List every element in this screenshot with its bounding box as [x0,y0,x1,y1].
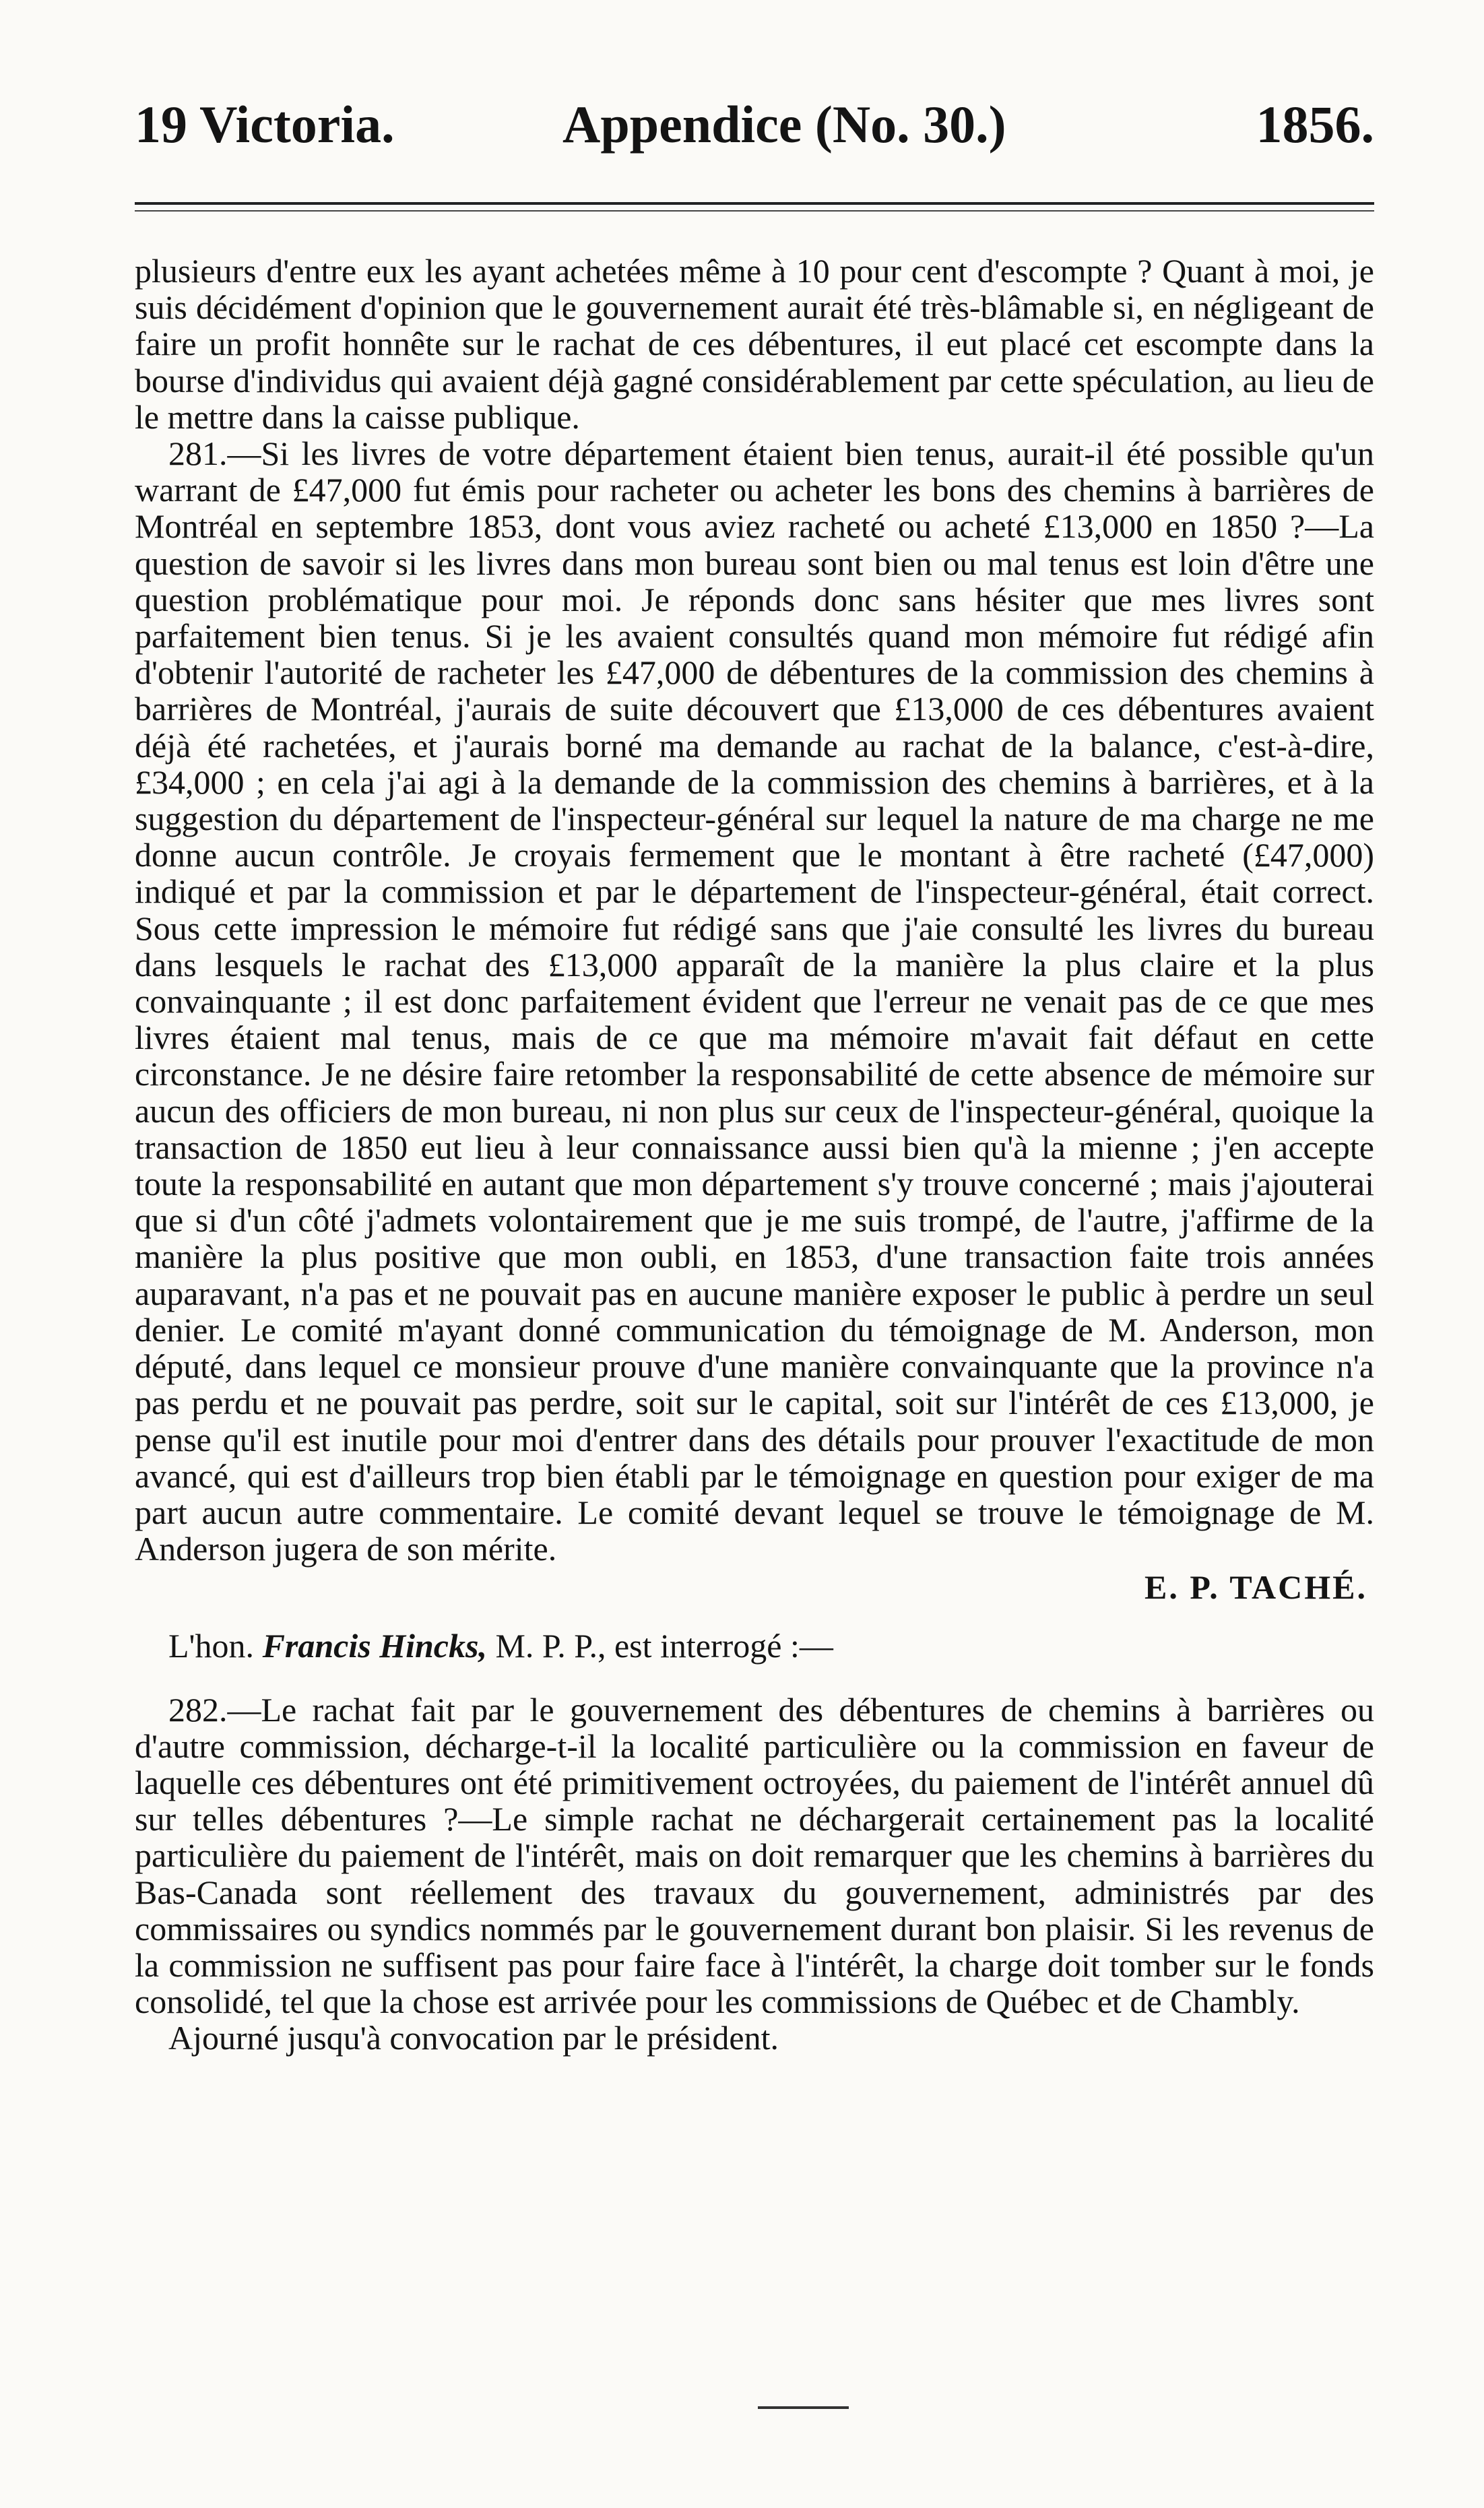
header-year: 1856. [1256,95,1374,154]
paragraph-continuation: plusieurs d'entre eux les ayant achetées même à 10 pour cent d'escompte ? Quant à moi, je suis décidément d'opinion que le gouvernement aurait été très-blâmable si, en négligeant de faire un profit honnête sur le rachat de ces débentures, il eut placé cet escompte dans la bourse d'individus qui avaient déjà gagné considérablement par cette spéculation, au lieu de le mettre dans la caisse publique. [135,252,1374,436]
witness-line [135,1628,1374,1664]
header-rule [135,202,1374,205]
document-body [135,253,1374,2057]
header-rule-thin [135,210,1374,212]
header-session: 19 Victoria. [135,95,395,154]
page-header [115,94,1374,175]
paragraph-question-281: 281.—Si les livres de votre département étaient bien tenus, aurait-il été possible qu'un warrant de £47,000 fut émis pour racheter ou acheter les bons des chemins à barrières de Montréal en septembre 1853, dont vous aviez racheté ou acheté £13,000 en 1850 ?—La question de savoir si les livres dans mon bureau sont bien ou mal tenus est loin d'être une question problématique pour moi. Je réponds donc sans hésiter que mes livres sont parfaitement bien tenus. Si je les avaient consultés quand mon mémoire fut rédigé afin d'obtenir l'autorité de racheter les £47,000 de débentures de la commission des chemins à barrières de Montréal, j'aurais de suite découvert que £13,000 de ces débentures avaient déjà été rachetées, et j'aurais borné ma demande au rachat de la balance, c'est-à-dire, £34,000 ; en cela j'ai agi à la demande de la commission des chemins à barrières, et à la suggestion du département de l'inspecteur-général sur lequel la nature de ma charge ne me donne aucun contrôle. Je croyais fermement que le montant à être racheté (£47,000) indiqué et par la commission et par le département de l'inspecteur-général, était correct. Sous cette impression le mémoire fut rédigé sans que j'aie consulté les livres du bureau dans lesquels le rachat des £13,000 apparaît de la manière la plus claire et la plus convainquante ; il est donc parfaitement évident que l'erreur ne venait pas de ce que mes livres étaient mal tenus, mais de ce que ma mémoire m'avait fait défaut en cette circonstance. Je ne désire faire retomber la responsabilité de cette absence de mémoire sur aucun des officiers de mon bureau, ni non plus sur ceux de l'inspecteur-général, quoique la transaction de 1850 eut lieu à leur connaissance aussi bien qu'à la mienne ; j'en accepte toute la responsabilité en autant que mon département s'y trouve concerné ; mais j'ajouterai que si d'un côté j'admets volontairement que je me suis trompé, de l'autre, j'affirme de la manière la plus positive que mon oubli, en 1853, d'une transaction faite trois années auparavant, n'a pas et ne pouvait pas en aucune manière exposer le public à perdre un seul denier. Le comité m'ayant donné communication du témoignage de M. Anderson, mon député, dans lequel ce monsieur prouve d'une manière convainquante que la province n'a pas perdu et ne pouvait pas perdre, soit sur le capital, soit sur l'intérêt de ces £13,000, je pense qu'il est inutile pour moi d'entrer dans des détails pour prouver l'exactitude de mon avancé, qui est d'ailleurs trop bien établi par le témoignage en question pour exiger de ma part aucun autre commentaire. Le comité devant lequel se trouve le témoignage de M. Anderson jugera de son mérite. [135,435,1374,1568]
adjournment-line: Ajourné jusqu'à convocation par le président. [168,2019,779,2057]
witness-suffix: M. P. P., est interrogé :— [495,1627,833,1665]
signature: E. P. TACHÉ. [1144,1568,1367,1607]
document-page [115,81,1374,2439]
paragraph-question-282: 282.—Le rachat fait par le gouvernement des débentures de chemins à barrières ou d'autre commission, décharge-t-il la localité particulière ou la commission en faveur de laquelle ces débentures ont été primitivement octroyées, du paiement de l'intérêt annuel dû sur telles débentures ?—Le simple rachat ne déchargerait certainement pas la localité particulière du paiement de l'intérêt, mais on doit remarquer que les chemins à barrières du Bas-Canada sont réellement des travaux du gouvernement, administrés par des commissaires ou syndics nommés par le gouvernement durant bon plaisir. Si les revenus de la commission ne suffisent pas pour faire face à l'intérêt, la charge doit tomber sur le fonds consolidé, tel que la chose est arrivée pour les commissions de Québec et de Chambly. [135,1690,1374,2021]
header-appendix: Appendice (No. 30.) [562,95,1006,154]
witness-prefix: L'hon. [168,1627,255,1665]
closing-rule [758,2406,849,2409]
witness-name: Francis Hincks, [262,1627,487,1665]
